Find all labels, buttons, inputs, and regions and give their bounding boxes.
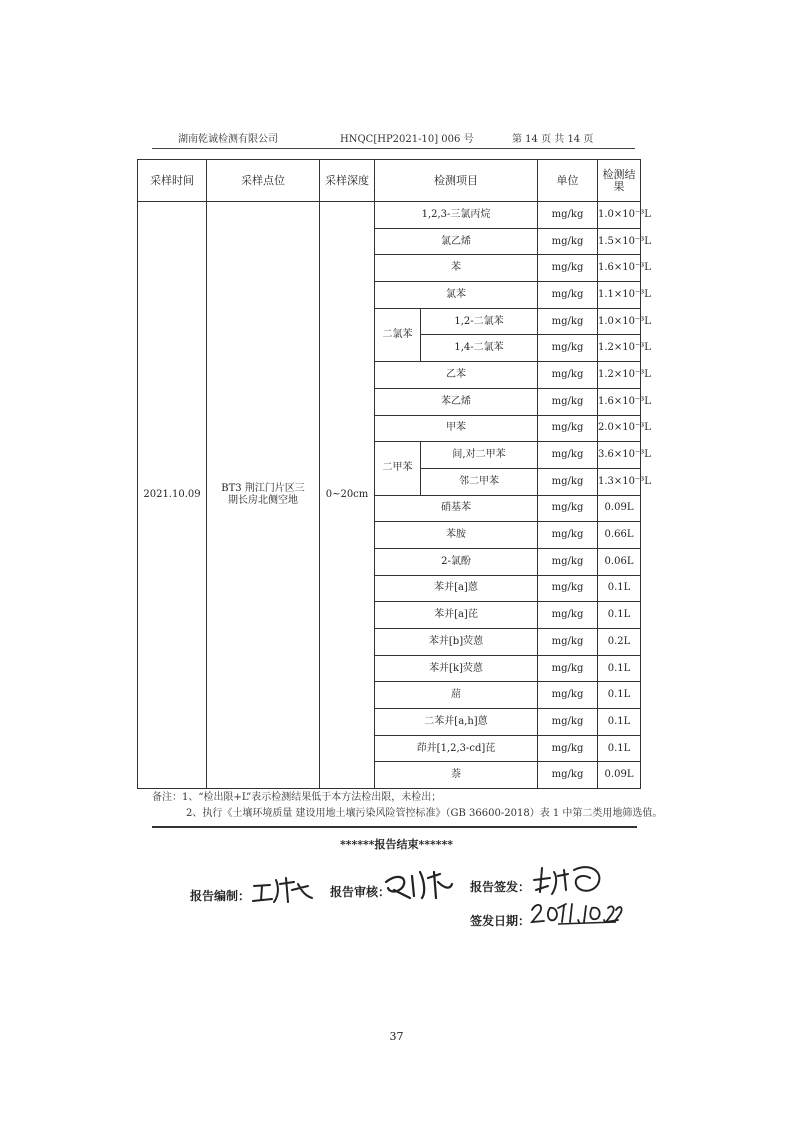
- issued-by-label: 报告签发：: [470, 880, 531, 894]
- note-line-2: 2、执行《土壤环境质量 建设用地土壤污染风险管控标准》（GB 36600-2018）表 1 中第二类用地筛选值。: [186, 808, 663, 819]
- results-table: [137, 159, 651, 789]
- unit-cell: mg/kg: [538, 495, 598, 522]
- result-cell: 0.09L: [598, 495, 641, 522]
- unit-cell: mg/kg: [538, 388, 598, 415]
- unit-cell: mg/kg: [538, 709, 598, 736]
- unit-cell: mg/kg: [538, 655, 598, 682]
- item-cell: 1,2,3-三氯丙烷: [375, 202, 538, 229]
- result-cell: 0.1L: [598, 575, 641, 602]
- result-cell: 0.09L: [598, 762, 641, 789]
- page-info: 第 14 页 共 14 页: [512, 134, 594, 145]
- unit-cell: mg/kg: [538, 202, 598, 229]
- result-cell: 1.3×10⁻³L: [598, 468, 641, 495]
- company-name: 湖南乾诚检测有限公司: [178, 134, 278, 145]
- unit-cell: mg/kg: [538, 522, 598, 549]
- result-cell: 1.2×10⁻³L: [598, 362, 641, 389]
- unit-cell: mg/kg: [538, 575, 598, 602]
- result-cell: 0.1L: [598, 709, 641, 736]
- group-xylene-cell: 二甲苯: [375, 442, 421, 495]
- issue-date-handwritten: [528, 894, 618, 932]
- result-cell: 0.66L: [598, 522, 641, 549]
- unit-cell: mg/kg: [538, 468, 598, 495]
- unit-cell: mg/kg: [538, 362, 598, 389]
- item-cell: 1,4-二氯苯: [421, 335, 538, 362]
- item-cell: 苯并[a]芘: [375, 602, 538, 629]
- column-header: 单位: [538, 160, 598, 202]
- result-cell: 1.1×10⁻³L: [598, 282, 641, 309]
- result-cell: 3.6×10⁻³L: [598, 442, 641, 469]
- unit-cell: mg/kg: [538, 682, 598, 709]
- report-end-text: ******报告结束******: [339, 838, 454, 851]
- item-cell: 苯: [375, 255, 538, 282]
- result-cell: 0.1L: [598, 602, 641, 629]
- result-cell: 1.2×10⁻³L: [598, 335, 641, 362]
- item-cell: 甲苯: [375, 415, 538, 442]
- notes: [152, 790, 672, 822]
- group-dichlorobenzene-cell: 二氯苯: [375, 308, 421, 361]
- sample-depth-cell: 0~20cm: [320, 202, 375, 789]
- item-cell: 苯并[a]蒽: [375, 575, 538, 602]
- table-header-row: [138, 160, 641, 202]
- sample-point-cell: BT3 荆江门片区三期长房北侧空地: [207, 202, 320, 789]
- result-cell: 0.2L: [598, 629, 641, 656]
- page-number: 37: [389, 1030, 404, 1043]
- notes-divider: [152, 826, 637, 828]
- result-cell: 1.5×10⁻³L: [598, 228, 641, 255]
- unit-cell: mg/kg: [538, 228, 598, 255]
- item-cell: 茚并[1,2,3-cd]芘: [375, 735, 538, 762]
- item-cell: 萘: [375, 762, 538, 789]
- item-cell: 氯乙烯: [375, 228, 538, 255]
- result-cell: 1.6×10⁻³L: [598, 255, 641, 282]
- sample-time-cell: 2021.10.09: [138, 202, 207, 789]
- unit-cell: mg/kg: [538, 548, 598, 575]
- item-cell: 硝基苯: [375, 495, 538, 522]
- item-cell: 邻二甲苯: [421, 468, 538, 495]
- unit-cell: mg/kg: [538, 629, 598, 656]
- table-row: [138, 202, 641, 229]
- result-cell: 0.1L: [598, 735, 641, 762]
- unit-cell: mg/kg: [538, 735, 598, 762]
- report-number: HNQC[HP2021-10] 006 号: [340, 134, 474, 145]
- result-cell: 0.1L: [598, 655, 641, 682]
- item-cell: 苯乙烯: [375, 388, 538, 415]
- result-cell: 1.6×10⁻³L: [598, 388, 641, 415]
- compiler-signature: [250, 872, 315, 906]
- item-cell: 2-氯酚: [375, 548, 538, 575]
- issue-date-label: 签发日期：: [470, 914, 531, 928]
- unit-cell: mg/kg: [538, 308, 598, 335]
- column-header: 采样点位: [207, 160, 320, 202]
- unit-cell: mg/kg: [538, 335, 598, 362]
- item-cell: 乙苯: [375, 362, 538, 389]
- item-cell: 二苯并[a,h]蒽: [375, 709, 538, 736]
- reviewer-signature: [380, 864, 455, 904]
- result-cell: 1.0×10⁻³L: [598, 308, 641, 335]
- result-cell: 2.0×10⁻³L: [598, 415, 641, 442]
- item-cell: 苯并[b]荧蒽: [375, 629, 538, 656]
- result-cell: 0.1L: [598, 682, 641, 709]
- column-header: 检测结果: [598, 160, 641, 202]
- column-header: 采样深度: [320, 160, 375, 202]
- unit-cell: mg/kg: [538, 282, 598, 309]
- note-line-1: 备注：1、“检出限+L”表示检测结果低于本方法检出限，未检出；: [152, 792, 442, 803]
- item-cell: 1,2-二氯苯: [421, 308, 538, 335]
- compiled-by-label: 报告编制：: [190, 889, 251, 903]
- unit-cell: mg/kg: [538, 255, 598, 282]
- unit-cell: mg/kg: [538, 602, 598, 629]
- item-cell: 苯胺: [375, 522, 538, 549]
- unit-cell: mg/kg: [538, 415, 598, 442]
- item-cell: 苯并[k]荧蒽: [375, 655, 538, 682]
- column-header: 检测项目: [375, 160, 538, 202]
- unit-cell: mg/kg: [538, 762, 598, 789]
- reviewed-by-label: 报告审核：: [330, 885, 391, 899]
- unit-cell: mg/kg: [538, 442, 598, 469]
- result-cell: 0.06L: [598, 548, 641, 575]
- item-cell: 间,对二甲苯: [421, 442, 538, 469]
- item-cell: 䓛: [375, 682, 538, 709]
- item-cell: 氯苯: [375, 282, 538, 309]
- column-header: 采样时间: [138, 160, 207, 202]
- header-divider: [152, 148, 635, 149]
- result-cell: 1.0×10⁻³L: [598, 202, 641, 229]
